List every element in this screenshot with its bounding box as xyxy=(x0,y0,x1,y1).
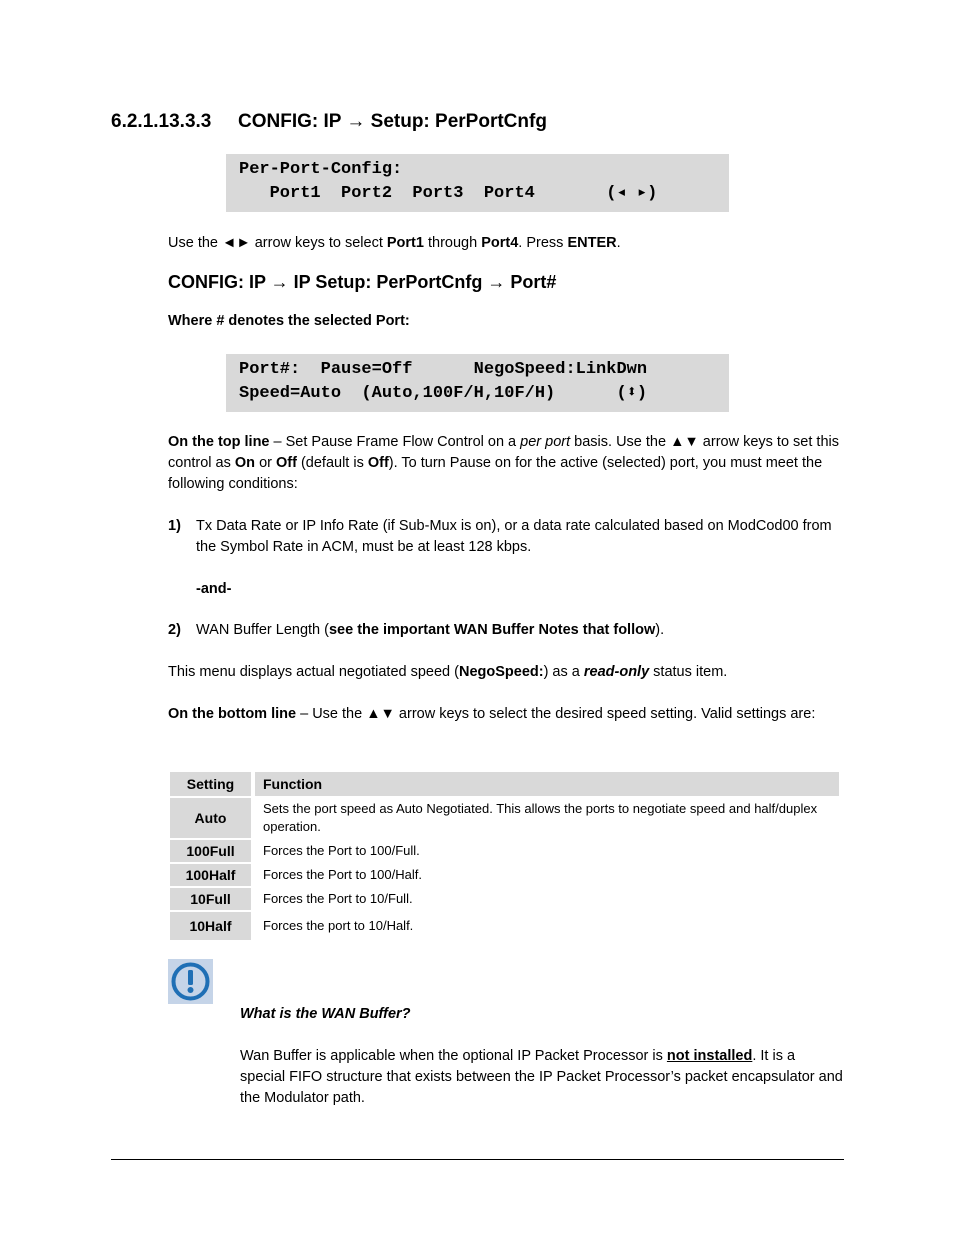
section-number: 6.2.1.13.3.3 xyxy=(111,111,212,132)
not-installed-label: not installed xyxy=(666,1048,753,1064)
text: – Set Pause Frame Flow Control on a xyxy=(269,434,521,450)
table-row xyxy=(170,912,839,940)
text: – Use the ▲▼ arrow keys to select the desired speed setting. Valid settings are: xyxy=(296,706,816,722)
text: (default is xyxy=(296,455,368,471)
text: . Press xyxy=(518,235,568,251)
bottom-line-label: On the bottom line xyxy=(168,706,297,722)
wan-buffer-notes-ref: see the important WAN Buffer Notes that follow xyxy=(328,622,656,638)
section-title: CONFIG: IP → Setup: PerPortCnfg xyxy=(238,111,547,132)
negospeed-label: NegoSpeed: xyxy=(458,664,544,680)
port1-label: Port1 xyxy=(386,235,424,251)
where-note: Where # denotes the selected Port: xyxy=(168,313,410,329)
text: per port xyxy=(520,434,571,450)
instruction-paragraph xyxy=(168,233,848,254)
off-label: Off xyxy=(276,455,297,471)
table-row xyxy=(170,864,839,886)
text: ). To turn Pause on for the active (selected) port, you must meet the following conditions: xyxy=(168,455,823,492)
default-off-label: Off xyxy=(367,455,389,471)
info-icon-graphic xyxy=(168,959,213,1004)
text: through xyxy=(423,235,482,251)
table-header-row xyxy=(170,772,839,796)
function-cell: Forces the Port to 100/Full. xyxy=(263,843,420,858)
text: This menu displays actual negotiated speed ( xyxy=(168,664,459,680)
text: basis. Use the ▲▼ arrow keys to set this control as xyxy=(168,434,839,471)
condition-1-text: Tx Data Rate or IP Info Rate (if Sub-Mux is on), or a data rate calculated based on ModCod00 from the Symbol Rate in ACM, must be at least 128 kbps. xyxy=(196,518,832,555)
table-row xyxy=(170,798,839,838)
text: status item. xyxy=(649,664,728,680)
header-setting: Setting xyxy=(170,772,255,796)
lcd-display-per-port-config xyxy=(226,154,729,212)
setting-cell: 100Half xyxy=(170,864,255,886)
setting-cell: 10Full xyxy=(170,888,255,910)
table-row xyxy=(170,840,839,862)
function-cell: Forces the Port to 10/Full. xyxy=(263,891,413,906)
negospeed-paragraph xyxy=(168,662,843,683)
condition-2-text xyxy=(196,620,844,641)
lcd-line-1: Port#: Pause=Off NegoSpeed:LinkDwn xyxy=(239,360,648,379)
setting-cell: Auto xyxy=(170,798,255,838)
lcd-line-1: Per-Port-Config: xyxy=(239,160,403,179)
note-body xyxy=(240,1046,844,1109)
note-title: What is the WAN Buffer? xyxy=(240,1006,411,1022)
subheading: CONFIG: IP → IP Setup: PerPortCnfg → Port# xyxy=(168,272,557,292)
on-label: On xyxy=(234,455,256,471)
and-separator: -and- xyxy=(196,581,232,597)
function-cell: Sets the port speed as Auto Negotiated. This allows the ports to negotiate speed and half/duplex operation. xyxy=(263,801,818,834)
condition-2-number: 2) xyxy=(168,622,181,638)
text: or xyxy=(255,455,276,471)
table-row xyxy=(170,888,839,910)
header-function: Function xyxy=(255,772,839,796)
top-line-label: On the top line xyxy=(168,434,270,450)
bottom-line-paragraph xyxy=(168,704,843,725)
footer-divider xyxy=(111,1159,844,1160)
lcd-display-port-settings xyxy=(226,354,729,412)
enter-key-label: ENTER xyxy=(567,235,617,251)
text: WAN Buffer Length ( xyxy=(196,622,329,638)
lcd-line-2: Speed=Auto (Auto,100F/H,10F/H) (⬍) xyxy=(239,384,648,403)
setting-cell: 100Full xyxy=(170,840,255,862)
text: . xyxy=(616,235,621,251)
text: Wan Buffer is applicable when the optional IP Packet Processor is xyxy=(240,1048,667,1064)
speed-settings-table xyxy=(170,770,839,942)
text: Use the ◄► arrow keys to select xyxy=(168,235,387,251)
function-cell: Forces the Port to 100/Half. xyxy=(263,867,422,882)
function-cell: Forces the port to 10/Half. xyxy=(263,918,414,933)
text: . It is a special FIFO structure that exists between the IP Packet Processor’s packet encapsulator and the Modulator path. xyxy=(240,1048,843,1106)
port4-label: Port4 xyxy=(481,235,519,251)
lcd-line-2: Port1 Port2 Port3 Port4 (◂ ▸) xyxy=(239,184,658,203)
section-heading xyxy=(111,111,547,133)
condition-1-number: 1) xyxy=(168,518,181,534)
text: ) as a xyxy=(543,664,584,680)
text: ). xyxy=(655,622,665,638)
read-only-label: read-only xyxy=(583,664,650,680)
setting-cell: 10Half xyxy=(170,912,255,940)
top-line-paragraph xyxy=(168,432,843,495)
info-icon xyxy=(168,959,213,1004)
